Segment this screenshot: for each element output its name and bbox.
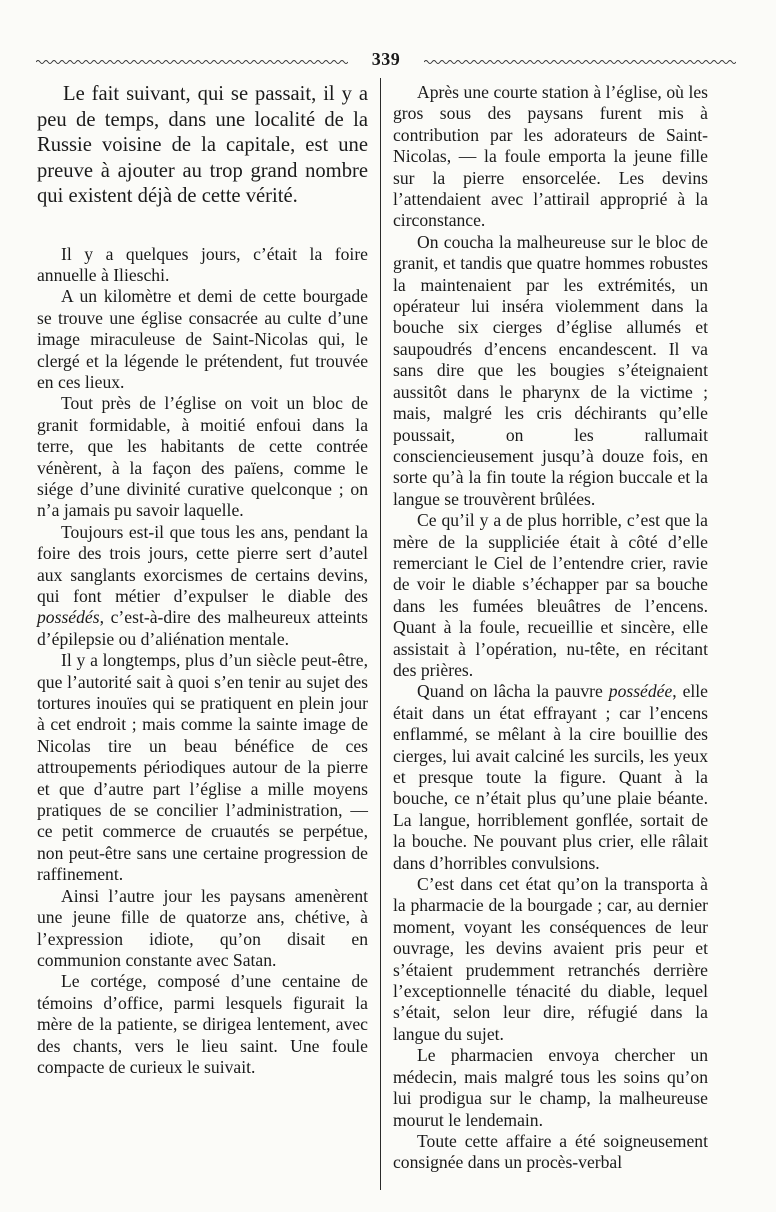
text-run: Quand on lâcha la pauvre (417, 681, 609, 702)
paragraph: Toute cette affaire a été soigneusement consignée dans un procès-verbal (393, 1130, 708, 1173)
paragraph: Le cortége, composé d’une centaine de témoins d’office, parmi lesquels figurait la mère de la patiente, se dirigea lentement, avec des chants, vers le lieu saint. Une foule compacte de curieux le suivait. (37, 971, 368, 1077)
paragraph: Le pharmacien envoya chercher un médecin, mais malgré tous les soins qu’on lui prodigua sur le champ, la malheureuse mourut le lendemain. (393, 1045, 708, 1130)
left-column (37, 82, 368, 1078)
header-wavy-rule-right (424, 59, 736, 65)
intro-paragraph: Le fait suivant, qui se passait, il y a peu de temps, dans une localité de la Russie voisine de la capitale, est une preuve à ajouter au trop grand nombre qui existent déjà de cette vérité. (37, 83, 368, 207)
paragraph: Ce qu’il y a de plus horrible, c’est que la mère de la suppliciée était à côté d’elle remerciant le Ciel de l’entendre crier, ravie de voir le diable s’échapper par sa bouche dans les fumées bleuâtres de l’encens. Quant à la foule, recueillie et sincère, elle assistait à l’opération, nu-tête, en récitant des prières. (393, 510, 708, 680)
paragraph: Après une courte station à l’église, où les gros sous des paysans furent mis à contribution par les adorateurs de Saint-Nicolas, — la foule emporta la jeune fille sur la pierre ensorcelée. Les devins l’attendaient avec l’attirail approprié à la circonstance. (393, 82, 708, 231)
paragraph (37, 522, 368, 650)
paragraph: C’est dans cet état qu’on la transporta à la pharmacie de la bourgade ; car, au dernier moment, voyant les conséquences de leur ouvrage, les devins avaient pris peur et s’étaient prudemment retranchés derrière l’exceptionnelle ténacité du diable, lequel s’était, selon leur dire, réfugié dans la langue du sujet. (393, 874, 708, 1044)
paragraph: A un kilomètre et demi de cette bourgade se trouve une église consacrée au culte d’une image miraculeuse de Saint-Nicolas qui, le clergé et la légende le prétendent, fut trouvée en ces lieux. (37, 286, 368, 392)
paragraph: On coucha la malheureuse sur le bloc de granit, et tandis que quatre hommes robustes la maintenaient par les extrémités, un opérateur lui inséra violemment dans la bouche six cierges d’église allumés et saupoudrés d’encens encandescent. Il va sans dire que les bougies s’éteignaient aussitôt dans le pharynx de la victime ; mais, malgré les cris déchirants qu’elle poussait, on les rallumait consciencieusement jusqu’à douze fois, en sorte qu’à la fin toute la région buccale et la langue se trouvèrent brûlées. (393, 231, 708, 509)
text-run: Toujours est-il que tous les ans, pendant la foire des trois jours, cette pierre sert d’autel aux sanglants exorcismes de certains devins, qui font métier d’expulser le diable des (37, 521, 368, 606)
paragraph: Il y a longtemps, plus d’un siècle peut-être, que l’autorité sait à quoi s’en tenir au sujet des tortures inouïes qui se pratiquent en plein jour à cet endroit ; mais comme la sainte image de Nicolas tire un beau bénéfice de ces attroupements périodiques autour de la pierre et que d’autre part l’église a mille moyens pratiques de se concilier l’administration, — ce petit commerce de cruautés se perpétue, non peut-être sans une certaine progression de raffinement. (37, 650, 368, 885)
paragraph: Ainsi l’autre jour les paysans amenèrent une jeune fille de quatorze ans, chétive, à l’expression idiote, qu’on disait en communion constante avec Satan. (37, 885, 368, 970)
text-run: , c’est-à-dire des malheureux atteints d’épilepsie ou d’aliénation mentale. (37, 607, 368, 649)
text-run: , elle était dans un état effrayant ; car l’encens enflammé, se mêlant à la cire bouillie des cierges, lui avait calciné les surcils, les yeux et presque toute la figure. Quant à la bouche, ce n’était plus qu’une plaie béante. La langue, horriblement gonflée, sortait de la bouche. Ne pouvant plus crier, elle râlait dans d’horribles convulsions. (393, 681, 708, 873)
paragraph: Il y a quelques jours, c’était la foire annuelle à Ilieschi. (37, 243, 368, 285)
italic-term: possédée (608, 681, 673, 702)
italic-term: possédés (37, 607, 100, 628)
paragraph (393, 681, 708, 874)
page-number: 339 (371, 49, 401, 69)
paragraph: Tout près de l’église on voit un bloc de granit formidable, à moitié enfoui dans la terre, que les habitants de cette contrée vénèrent, à la façon des païens, comme le siége d’une divinité curative quelconque ; on n’a jamais pu savoir laquelle. (37, 393, 368, 521)
column-divider (380, 78, 381, 1190)
page-header (36, 50, 736, 74)
right-column (393, 82, 708, 1174)
